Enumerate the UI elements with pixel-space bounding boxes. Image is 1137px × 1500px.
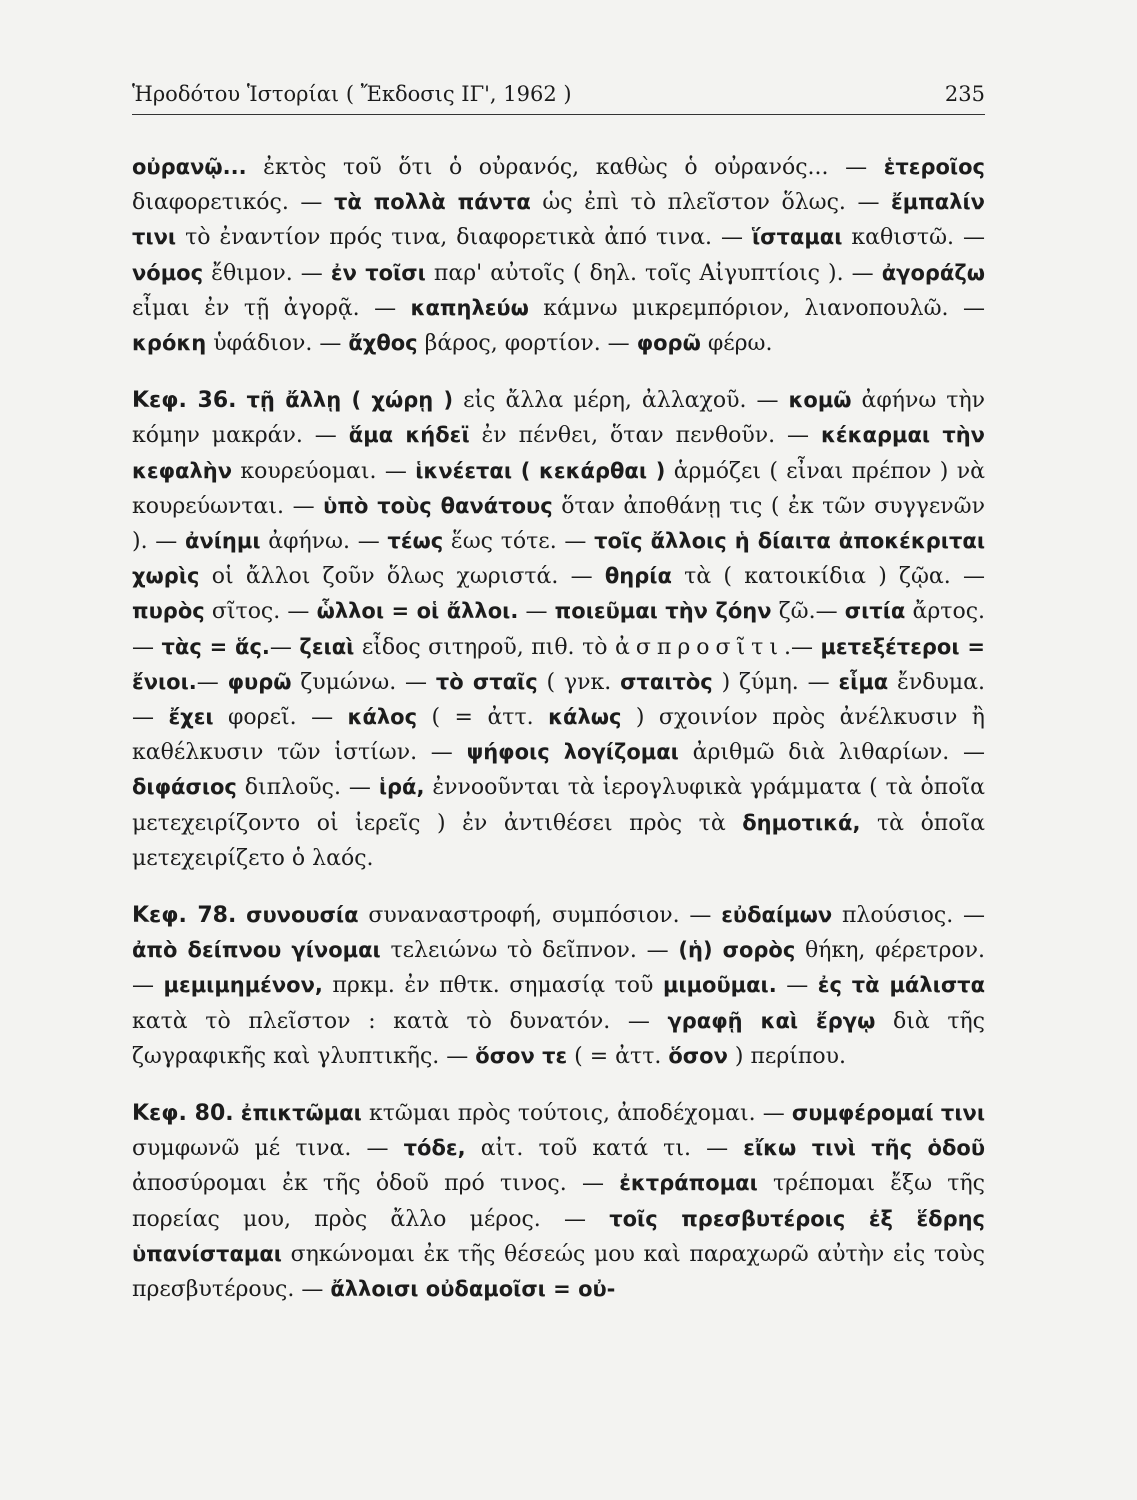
paragraph-chapter-36: Κεφ. 36. τῇ ἄλλῃ ( χώρῃ ) εἰς ἄλλα μέρη, ἀλλαχοῦ. — κομῶ ἀφήνω τὴν κόμην μακράν. — ἅμα κήδεϊ ἐν πένθει, ὅταν πενθοῦν. — κέκαρμαι τὴν κεφαλὴν κουρεύομαι. — ἱκνέεται ( κεκάρθαι ) ἁρμόζει ( εἶναι πρέπον ) νὰ κουρεύωνται. — ὑπὸ τοὺς θανάτους ὅταν ἀποθάνῃ τις ( ἐκ τῶν συγγενῶν ). — ἀνίημι ἀφήνω. — τέως ἕως τότε. — τοῖς ἄλλοις ἡ δίαιτα ἀποκέκριται χωρὶς οἱ ἄλλοι ζοῦν ὅλως χωριστά. — θηρία τὰ ( κατοικίδια ) ζῷα. — πυρὸς σῖτος. — ὧλλοι = οἱ ἄλλοι. — ποιεῦμαι τὴν ζόην ζῶ.— σιτία ἄρτος.— τὰς = ἅς.— ζειαὶ εἶδος σιτηροῦ, πιθ. τὸ ἀσπροσῖτι.— μετεξέτεροι = ἔνιοι.— φυρῶ ζυμώνω. — τὸ σταῖς ( γνκ. σταιτὸς ) ζύμη. — εἷμα ἔνδυμα. — ἔχει φορεῖ. — κάλος ( = ἀττ. κάλως ) σχοινίον πρὸς ἀνέλκυσιν ἢ καθέλκυσιν τῶν ἱστίων. — ψήφοις λογίζομαι ἀριθμῶ διὰ λιθαρίων. — διφάσιος διπλοῦς. — ἱρά, ἐννοοῦνται τὰ ἱερογλυφικὰ γράμματα ( τὰ ὁποῖα μετεχειρίζοντο οἱ ἱερεῖς ) ἐν ἀντιθέσει πρὸς τὰ δημοτικά, τὰ ὁποῖα μετεχειρίζετο ὁ λαός. bbox=[132, 388, 986, 871]
lemma: καπηλεύω bbox=[410, 295, 529, 320]
lemma: οὐρανῷ... bbox=[132, 155, 247, 179]
lemma: μεμιμημένον, bbox=[163, 973, 323, 998]
lemma: ἔχει bbox=[168, 705, 214, 730]
lemma: ἔμπαλίν τινι bbox=[132, 190, 985, 250]
lemma: ἀνίημι bbox=[185, 529, 261, 554]
lemma: τοῖς ἄλλοις ἡ δίαιτα ἀποκέκριται χωρὶς bbox=[132, 529, 985, 589]
lemma: ποιεῦμαι τὴν ζόην bbox=[554, 599, 772, 624]
lemma: εἷμα bbox=[838, 669, 889, 694]
lemma: ἐκτράπομαι bbox=[619, 1171, 758, 1196]
chapter-label: Κεφ. 80. bbox=[132, 1101, 234, 1127]
lemma: διφάσιος bbox=[132, 775, 237, 800]
lemma: ἀπὸ δείπνου γίνομαι bbox=[132, 938, 381, 963]
lemma: ψήφοις λογίζομαι bbox=[466, 740, 679, 765]
lemma: κάλως bbox=[548, 705, 622, 730]
lemma: νόμος bbox=[132, 260, 204, 285]
spaced-word: ἀσπροσῖτι bbox=[615, 634, 784, 660]
lemma: ἵσταμαι bbox=[751, 225, 843, 250]
lemma: τόδε, bbox=[403, 1136, 466, 1161]
lemma: ὧλλοι = οἱ ἄλλοι. bbox=[316, 599, 519, 624]
lemma: ἄλλοισι οὐδαμοῖσι = οὐ- bbox=[330, 1277, 616, 1302]
chapter-label: Κεφ. 36. bbox=[132, 388, 237, 414]
lemma: ἑτεροῖος bbox=[883, 155, 985, 179]
lemma: κέκαρμαι τὴν κεφαλὴν bbox=[132, 423, 985, 483]
lemma: δημοτικά, bbox=[742, 810, 861, 835]
running-title: Ἡροδότου Ἱστορίαι ( Ἔκδοσις ΙΓ', 1962 ) bbox=[132, 82, 572, 106]
lemma: τέως bbox=[387, 529, 444, 554]
page-number: 235 bbox=[944, 82, 985, 106]
lemma: πυρὸς bbox=[132, 599, 205, 624]
paragraph-chapter-78: Κεφ. 78. συνουσία συναναστροφή, συμπόσιον. — εὐδαίμων πλούσιος. — ἀπὸ δείπνου γίνομαι τελειώνω τὸ δεῖπνον. — (ἡ) σορὸς θήκη, φέρετρον. — μεμιμημένον, πρκμ. ἐν πθτκ. σημασίᾳ τοῦ μιμοῦμαι. — ἐς τὰ μάλιστα κατὰ τὸ πλεῖστον : κατὰ τὸ δυνατόν. — γραφῇ καὶ ἔργῳ διὰ τῆς ζωγραφικῆς καὶ γλυπτικῆς. — ὅσον τε ( = ἀττ. ὅσον ) περίπου. bbox=[132, 903, 986, 1069]
lemma: ἱκνέεται ( κεκάρθαι ) bbox=[415, 458, 666, 483]
lemma: τῇ ἄλλῃ ( χώρῃ ) bbox=[246, 388, 454, 413]
lemma: γραφῇ καὶ ἔργῳ bbox=[667, 1008, 876, 1033]
paragraph-1: οὐρανῷ... ἐκτὸς τοῦ ὅτι ὁ οὐρανός, καθὼς ὁ οὐρανός... — ἑτεροῖος διαφορετικός. — τὰ πολλὰ πάντα ὡς ἐπὶ τὸ πλεῖστον ὅλως. — ἔμπαλίν τινι τὸ ἐναντίον πρός τινα, διαφορετικὰ ἀπό τινα. — ἵσταμαι καθιστῶ. — νόμος ἔθιμον. — ἐν τοῖσι παρ' αὐτοῖς ( δηλ. τοῖς Αἰγυπτίοις ). — ἀγοράζω εἶμαι ἐν τῇ ἀγορᾷ. — καπηλεύω κάμνω μικρεμπόριον, λιανοπουλῶ. — κρόκη ὑφάδιον. — ἄχθος βάρος, φορτίον. — φορῶ φέρω. bbox=[132, 155, 985, 357]
lemma: ἐς τὰ μάλιστα bbox=[817, 973, 986, 998]
lemma: μιμοῦμαι. bbox=[662, 973, 777, 998]
lemma: τοῖς πρεσβυτέροις ἐξ ἕδρης ὑπανίσταμαι bbox=[132, 1206, 986, 1266]
lemma: κρόκη bbox=[132, 331, 207, 356]
lemma: (ἡ) σορὸς bbox=[678, 938, 796, 963]
lemma: σιτία bbox=[844, 599, 906, 624]
lemma: θηρία bbox=[604, 564, 672, 589]
lemma: ἄχθος bbox=[348, 331, 418, 356]
lemma: τὰς = ἅς. bbox=[161, 634, 270, 659]
lemma: κάλος bbox=[347, 705, 418, 730]
lemma: ὅσον bbox=[668, 1043, 728, 1068]
lemma: ζειαὶ bbox=[299, 634, 355, 659]
lemma: συμφέρομαί τινι bbox=[791, 1101, 986, 1126]
lemma: φυρῶ bbox=[227, 669, 292, 694]
lemma: συνουσία bbox=[246, 903, 359, 928]
lemma: εὐδαίμων bbox=[721, 903, 833, 928]
lemma: ἀγοράζω bbox=[881, 260, 985, 285]
lemma: φορῶ bbox=[636, 331, 701, 356]
lemma: εἴκω τινὶ τῆς ὁδοῦ bbox=[743, 1136, 985, 1161]
lemma: σταιτὸς bbox=[620, 669, 713, 694]
glossary-text bbox=[132, 150, 985, 1307]
lemma: ὑπὸ τοὺς θανάτους bbox=[323, 493, 553, 518]
lemma: ἱρά, bbox=[378, 775, 425, 800]
lemma: ὅσον τε bbox=[475, 1043, 568, 1068]
paragraph-chapter-80: Κεφ. 80. ἐπικτῶμαι κτῶμαι πρὸς τούτοις, ἀποδέχομαι. — συμφέρομαί τινι συμφωνῶ μέ τινα. — τόδε, αἰτ. τοῦ κατά τι. — εἴκω τινὶ τῆς ὁδοῦ ἀποσύρομαι ἐκ τῆς ὁδοῦ πρό τινος. — ἐκτράπομαι τρέπομαι ἔξω τῆς πορείας μου, πρὸς ἄλλο μέρος. — τοῖς πρεσβυτέροις ἐξ ἕδρης ὑπανίσταμαι σηκώνομαι ἐκ τῆς θέσεώς μου καὶ παραχωρῶ αὐτὴν εἰς τοὺς πρεσβυτέρους. — ἄλλοισι οὐδαμοῖσι = οὐ- bbox=[132, 1101, 986, 1303]
lemma: κομῶ bbox=[788, 388, 852, 413]
lemma: ἐν τοῖσι bbox=[330, 260, 426, 285]
lemma: τὸ σταῖς bbox=[435, 669, 538, 694]
lemma: τὰ πολλὰ πάντα bbox=[333, 190, 531, 215]
lemma: μετεξέτεροι = ἔνιοι. bbox=[132, 634, 985, 694]
running-header bbox=[132, 82, 985, 115]
lemma: ἅμα κήδεϊ bbox=[348, 423, 470, 448]
chapter-label: Κεφ. 78. bbox=[132, 903, 237, 929]
lemma: ἐπικτῶμαι bbox=[240, 1101, 362, 1126]
